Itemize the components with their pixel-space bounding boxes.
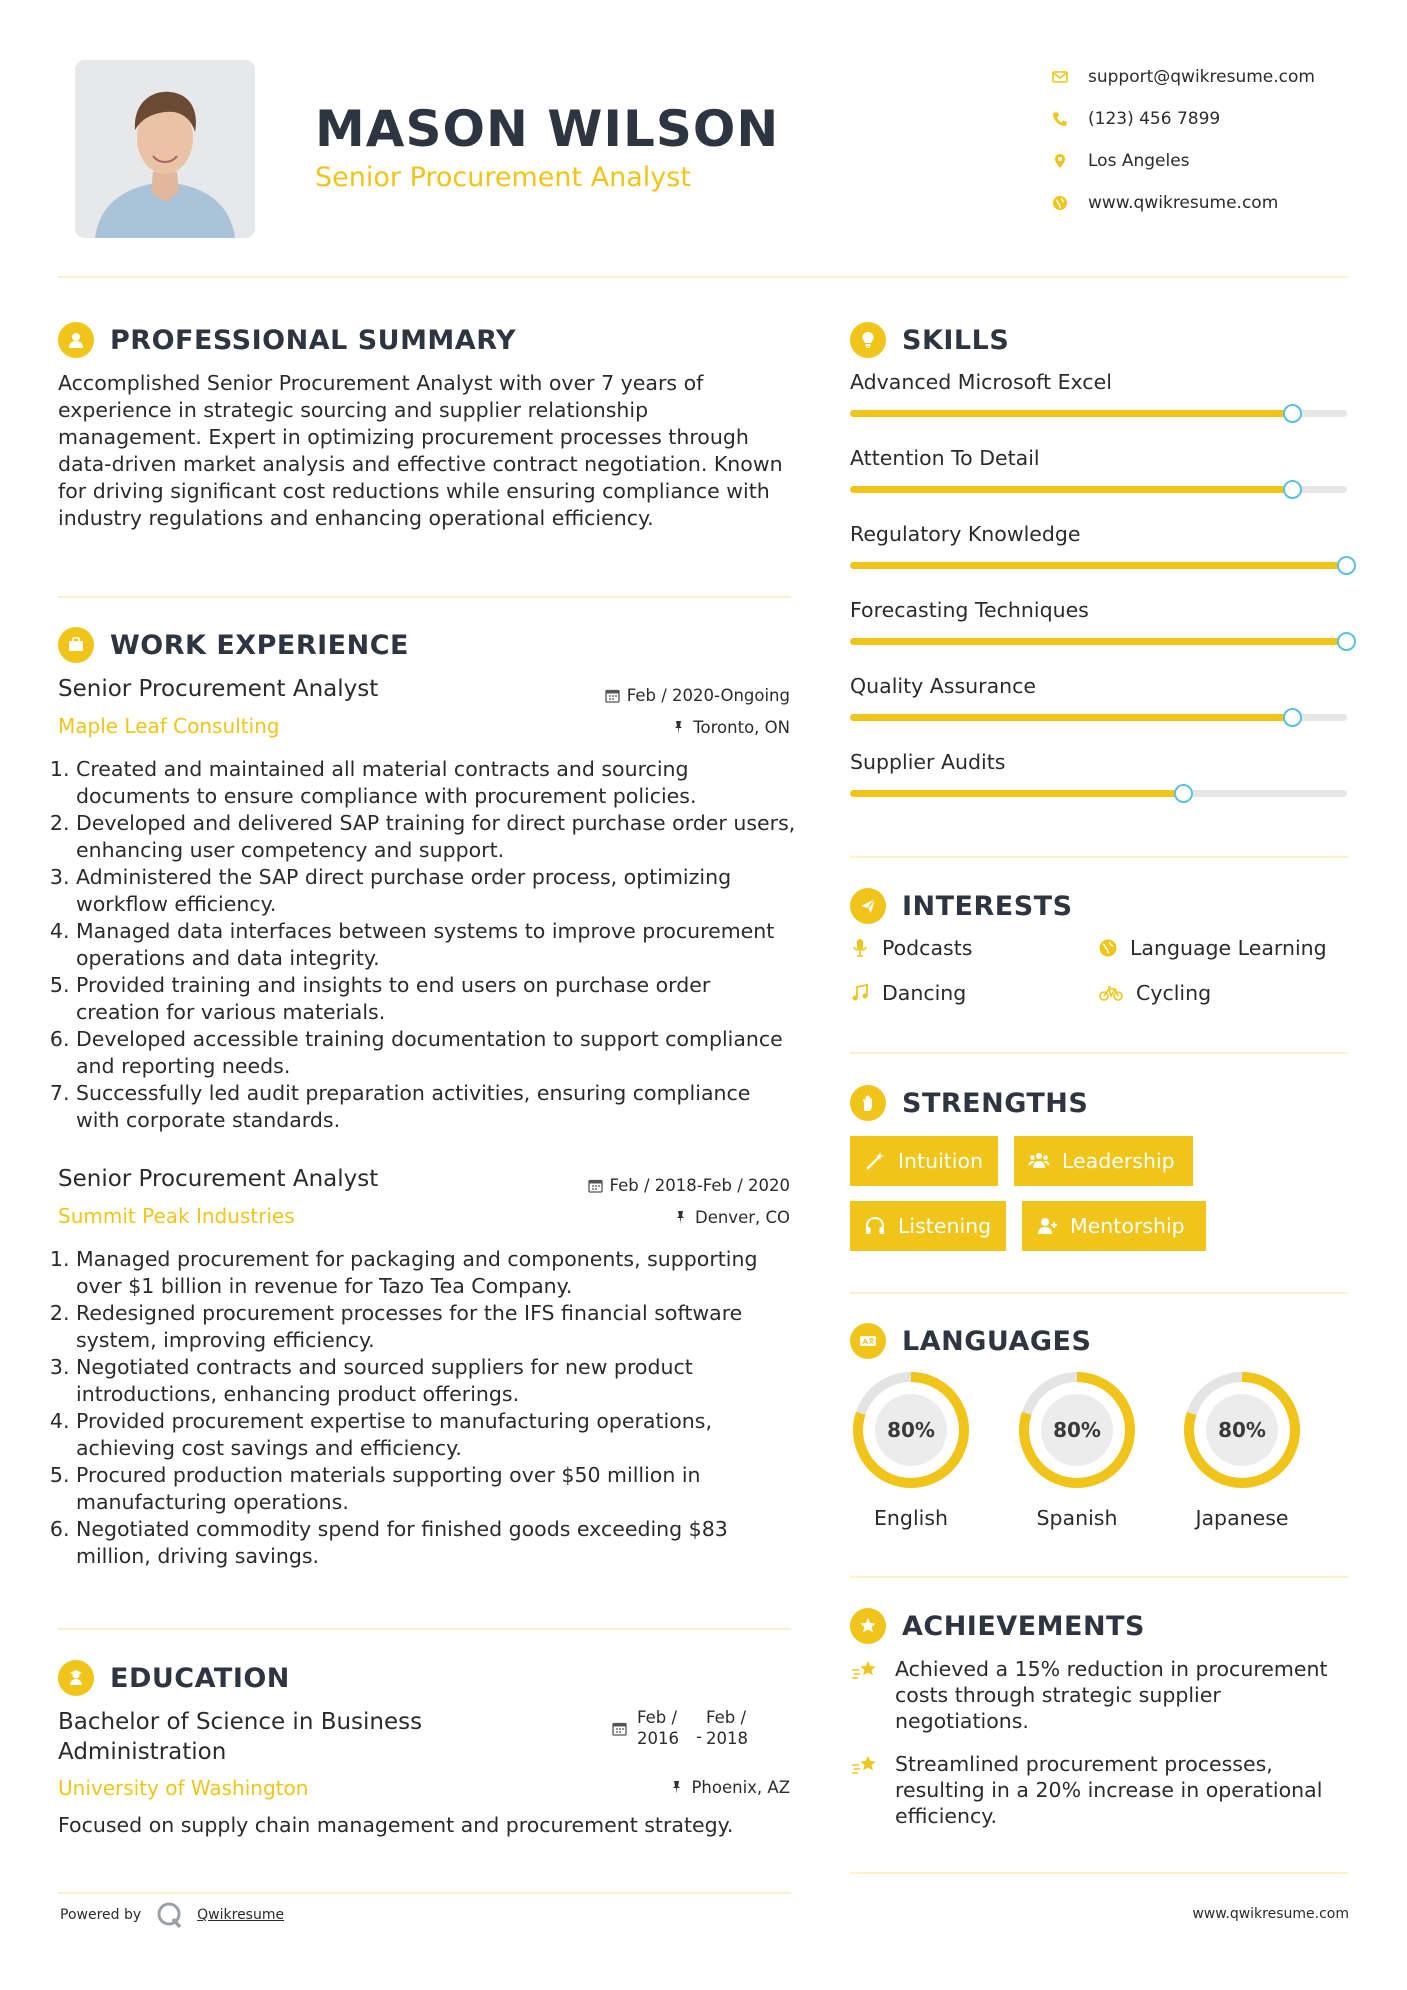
language-percent: 80% (1053, 1418, 1101, 1442)
list-item: 5. Procured production materials supporting over $50 million in manufacturing operations. (76, 1462, 798, 1516)
job-location (520, 1208, 790, 1227)
skill-level-knob (1283, 708, 1302, 727)
magic-wand-icon (864, 1150, 886, 1172)
company-name: Summit Peak Industries (58, 1204, 295, 1228)
list-item: 1. Managed procurement for packaging and components, supporting over $1 billion in revenue for Tazo Tea Company. (76, 1246, 798, 1300)
strength-tag (850, 1136, 998, 1186)
music-icon (850, 983, 870, 1003)
skill-item (850, 598, 1347, 645)
achievements-divider (850, 1872, 1348, 1874)
skill-bar (850, 638, 1347, 645)
language-name: Spanish (1036, 1506, 1118, 1530)
briefcase-icon (58, 627, 94, 663)
strengths-heading (850, 1085, 1088, 1121)
bicycle-icon (1098, 983, 1124, 1003)
education-date-end: Feb / 2018 (706, 1708, 748, 1748)
skill-label: Advanced Microsoft Excel (850, 370, 1112, 394)
interests-heading (850, 888, 1073, 924)
interest-label: Podcasts (882, 936, 973, 960)
star-badge-icon (850, 1608, 886, 1644)
education-description: Focused on supply chain management and procurement strategy. (58, 1813, 734, 1837)
skill-label: Forecasting Techniques (850, 598, 1089, 622)
skills-divider (850, 856, 1348, 858)
footer-website[interactable]: www.qwikresume.com (1192, 1906, 1349, 1922)
languages-divider (850, 1576, 1348, 1578)
achievement-item (850, 1656, 1350, 1734)
skill-item (850, 674, 1347, 721)
skills-heading (850, 322, 1009, 358)
interest-label: Dancing (882, 981, 967, 1005)
strength-label: Intuition (898, 1149, 984, 1173)
school-name: University of Washington (58, 1776, 309, 1800)
graduation-icon (58, 1660, 94, 1696)
education-heading-text: EDUCATION (110, 1662, 290, 1694)
pin-icon (669, 1780, 684, 1795)
skill-bar-fill (850, 714, 1292, 721)
header-divider (58, 276, 1348, 278)
job-dates (520, 686, 790, 705)
headphones-icon (864, 1215, 886, 1237)
list-item: 4. Provided procurement expertise to manufacturing operations, achieving cost savings and efficiency. (76, 1408, 798, 1462)
job-title: Senior Procurement Analyst (58, 1166, 379, 1192)
mail-icon (1050, 69, 1088, 85)
job-dates-text: Feb / 2018-Feb / 2020 (609, 1176, 790, 1195)
language-name: Japanese (1195, 1506, 1289, 1530)
achievement-item (850, 1751, 1350, 1829)
interest-item (1098, 981, 1211, 1005)
skill-bar (850, 790, 1347, 797)
phone-icon (1050, 111, 1088, 127)
list-item: 7. Successfully led audit preparation activities, ensuring compliance with corporate standards. (76, 1080, 798, 1134)
strength-tag (1022, 1201, 1206, 1251)
list-item: 2. Developed and delivered SAP training for direct purchase order users, enhancing user competency and support. (76, 810, 798, 864)
skill-bar (850, 714, 1347, 721)
globe-icon (1050, 195, 1088, 211)
calendar-icon (612, 1721, 627, 1736)
skill-level-knob (1337, 632, 1356, 651)
list-item: 3. Negotiated contracts and sourced suppliers for new product introductions, enhancing product offerings. (76, 1354, 798, 1408)
powered-by-text: Powered by (60, 1907, 142, 1923)
interest-label: Cycling (1136, 981, 1212, 1005)
education-date-sep: - (696, 1726, 702, 1746)
interest-label: Language Learning (1130, 936, 1327, 960)
language-item (1015, 1368, 1139, 1530)
list-item: 2. Redesigned procurement processes for the IFS financial software system, improving efficiency. (76, 1300, 798, 1354)
summary-heading-text: PROFESSIONAL SUMMARY (110, 324, 517, 356)
strength-label: Leadership (1062, 1149, 1175, 1173)
user-plus-icon (1036, 1215, 1058, 1237)
skill-label: Quality Assurance (850, 674, 1037, 698)
job-location-text: Toronto, ON (693, 718, 790, 737)
interests-heading-text: INTERESTS (902, 890, 1073, 922)
job-title: Senior Procurement Analyst (58, 676, 379, 702)
user-icon (58, 322, 94, 358)
summary-heading (58, 322, 516, 358)
education-location (520, 1778, 790, 1797)
languages-heading-text: LANGUAGES (902, 1325, 1092, 1357)
skill-label: Attention To Detail (850, 446, 1040, 470)
languages-heading (850, 1323, 1091, 1359)
language-name: English (873, 1506, 949, 1530)
lightbulb-icon (850, 322, 886, 358)
work-heading-text: WORK EXPERIENCE (110, 629, 409, 661)
qwikresume-logo-icon (155, 1900, 185, 1930)
list-item: 4. Managed data interfaces between systems to improve procurement operations and data integrity. (76, 918, 798, 972)
job-location-text: Denver, CO (694, 1208, 790, 1227)
skill-bar-fill (850, 790, 1183, 797)
shooting-star-icon (850, 1753, 880, 1779)
degree-title: Bachelor of Science in Business Administration (58, 1709, 423, 1765)
work-heading (58, 627, 409, 663)
summary-divider (58, 596, 791, 598)
skill-item (850, 446, 1347, 493)
paper-plane-icon (850, 888, 886, 924)
language-icon (850, 1323, 886, 1359)
skill-item (850, 750, 1347, 797)
contact-website[interactable] (1050, 182, 1370, 224)
achievements-heading (850, 1608, 1145, 1644)
education-location-text: Phoenix, AZ (691, 1778, 790, 1797)
map-pin-icon (1050, 153, 1088, 169)
interest-item (850, 936, 972, 960)
interest-item (850, 981, 966, 1005)
skill-item (850, 370, 1347, 417)
job-dates (520, 1176, 790, 1195)
candidate-name: MASON WILSON (315, 100, 780, 158)
svg-text:A: A (862, 1338, 868, 1346)
achievements-heading-text: ACHIEVEMENTS (902, 1610, 1145, 1642)
contact-email[interactable] (1050, 56, 1370, 98)
job-bullets (58, 756, 798, 1134)
interests-divider (850, 1052, 1348, 1054)
skill-level-knob (1283, 480, 1302, 499)
list-item: 1. Created and maintained all material contracts and sourcing documents to ensure compliance with procurement policies. (76, 756, 798, 810)
job-location (520, 718, 790, 737)
contact-phone-text: (123) 456 7899 (1088, 109, 1221, 129)
list-item: 6. Negotiated commodity spend for finished goods exceeding $83 million, driving savings. (76, 1516, 798, 1570)
pin-icon (673, 1210, 688, 1225)
skill-bar (850, 410, 1347, 417)
skill-level-knob (1283, 404, 1302, 423)
language-percent: 80% (1218, 1418, 1266, 1442)
interest-item (1098, 936, 1327, 960)
skill-level-knob (1174, 784, 1193, 803)
achievement-text: Streamlined procurement processes, resulting in a 20% increase in operational efficiency. (895, 1752, 1323, 1828)
profile-photo (75, 60, 255, 238)
contact-website-text: www.qwikresume.com (1088, 193, 1279, 213)
list-item: 5. Provided training and insights to end users on purchase order creation for various materials. (76, 972, 798, 1026)
company-name: Maple Leaf Consulting (58, 714, 280, 738)
skill-item (850, 522, 1347, 569)
qwikresume-link[interactable]: Qwikresume (197, 1907, 285, 1923)
strength-label: Mentorship (1070, 1214, 1185, 1238)
pin-icon (671, 720, 686, 735)
strengths-heading-text: STRENGTHS (902, 1087, 1089, 1119)
contact-block (1050, 56, 1370, 224)
skills-heading-text: SKILLS (902, 324, 1010, 356)
language-item (1180, 1368, 1304, 1530)
job-dates-text: Feb / 2020-Ongoing (626, 686, 790, 705)
strengths-divider (850, 1292, 1348, 1294)
hand-icon (850, 1085, 886, 1121)
candidate-title: Senior Procurement Analyst (315, 162, 691, 193)
strength-tag (850, 1201, 1006, 1251)
microphone-icon (850, 938, 870, 958)
calendar-icon (588, 1178, 603, 1193)
list-item: 3. Administered the SAP direct purchase order process, optimizing workflow efficiency. (76, 864, 798, 918)
language-percent: 80% (887, 1418, 935, 1442)
contact-email-text: support@qwikresume.com (1088, 67, 1315, 87)
skill-bar-fill (850, 638, 1347, 645)
list-item: 6. Developed accessible training documentation to support compliance and reporting needs. (76, 1026, 798, 1080)
skill-label: Supplier Audits (850, 750, 1006, 774)
contact-location-text: Los Angeles (1088, 151, 1190, 171)
skill-bar-fill (850, 410, 1292, 417)
strength-tag (1014, 1136, 1193, 1186)
contact-location (1050, 140, 1370, 182)
work-divider (58, 1628, 791, 1630)
education-date-start: Feb / 2016 (637, 1708, 679, 1748)
education-divider (58, 1892, 791, 1894)
shooting-star-icon (850, 1658, 880, 1684)
job-bullets (58, 1246, 798, 1570)
education-dates (612, 1707, 761, 1749)
summary-text: Accomplished Senior Procurement Analyst with over 7 years of experience in strategic sourcing and supplier relationship management. Expert in optimizing procurement processes through data-driven market analysis and effective contract negotiation. Known for driving significant cost reductions while ensuring compliance with industry regulations and enhancing operational efficiency. (58, 371, 783, 530)
calendar-icon (605, 688, 620, 703)
footer-powered (60, 1900, 284, 1930)
skill-level-knob (1337, 556, 1356, 575)
education-heading (58, 1660, 290, 1696)
skill-bar-fill (850, 562, 1347, 569)
contact-phone[interactable] (1050, 98, 1370, 140)
skill-label: Regulatory Knowledge (850, 522, 1081, 546)
strength-label: Listening (898, 1214, 992, 1238)
skill-bar (850, 562, 1347, 569)
achievement-text: Achieved a 15% reduction in procurement costs through strategic supplier negotiations. (895, 1657, 1328, 1733)
skill-bar (850, 486, 1347, 493)
group-icon (1028, 1150, 1050, 1172)
globe-icon (1098, 938, 1118, 958)
skill-bar-fill (850, 486, 1292, 493)
language-item (849, 1368, 973, 1530)
